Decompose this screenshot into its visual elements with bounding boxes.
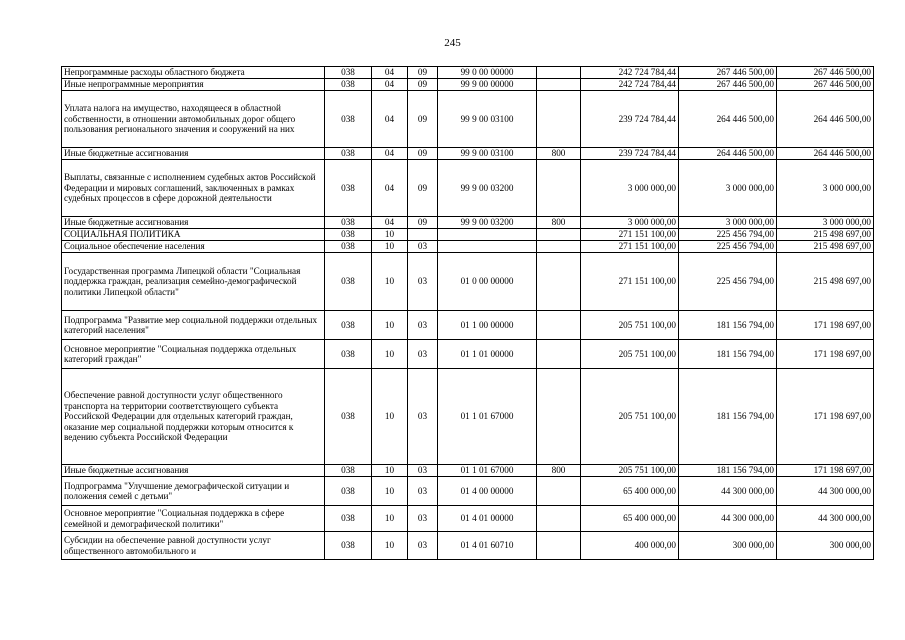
cell-subsection: 09: [408, 67, 438, 79]
cell-ministry-code: 038: [325, 532, 372, 560]
cell-name: Уплата налога на имущество, находящееся в областной собственности, в отношении автомобильных дорог общего пользования регионального значения и сооружений на них: [62, 91, 325, 148]
cell-sum-year-1: 3 000 000,00: [581, 217, 679, 229]
cell-name: Обеспечение равной доступности услуг общественного транспорта на территории соответствующего субъекта Российской Федерации для отдельных категорий граждан, оказание мер социальной поддержки которым относится к ведению субъекта Российской Федерации: [62, 369, 325, 465]
cell-sum-year-2: 300 000,00: [679, 532, 777, 560]
cell-expense-type: [537, 229, 581, 241]
cell-ministry-code: 038: [325, 340, 372, 369]
cell-sum-year-3: 3 000 000,00: [777, 160, 874, 217]
cell-subsection: 03: [408, 253, 438, 311]
cell-subsection: 03: [408, 477, 438, 506]
cell-expense-type: [537, 477, 581, 506]
cell-target-article: 99 9 00 03200: [438, 217, 537, 229]
cell-subsection: [408, 229, 438, 241]
cell-sum-year-1: 271 151 100,00: [581, 229, 679, 241]
cell-section: 04: [372, 148, 408, 160]
cell-name: Иные бюджетные ассигнования: [62, 465, 325, 477]
budget-table: [61, 66, 874, 560]
cell-section: 04: [372, 217, 408, 229]
cell-section: 10: [372, 506, 408, 532]
cell-section: 04: [372, 91, 408, 148]
cell-sum-year-1: 65 400 000,00: [581, 506, 679, 532]
budget-table-body: [62, 67, 874, 560]
cell-sum-year-2: 225 456 794,00: [679, 253, 777, 311]
cell-sum-year-3: 171 198 697,00: [777, 369, 874, 465]
cell-section: 10: [372, 477, 408, 506]
cell-name: Основное мероприятие "Социальная поддержка отдельных категорий граждан": [62, 340, 325, 369]
cell-ministry-code: 038: [325, 465, 372, 477]
cell-section: 10: [372, 369, 408, 465]
cell-target-article: 01 0 00 00000: [438, 253, 537, 311]
cell-expense-type: [537, 506, 581, 532]
table-row: [62, 241, 874, 253]
cell-sum-year-1: 205 751 100,00: [581, 340, 679, 369]
cell-expense-type: [537, 369, 581, 465]
cell-sum-year-1: 205 751 100,00: [581, 369, 679, 465]
cell-ministry-code: 038: [325, 217, 372, 229]
cell-sum-year-1: 239 724 784,44: [581, 91, 679, 148]
cell-sum-year-3: 44 300 000,00: [777, 506, 874, 532]
cell-sum-year-3: 171 198 697,00: [777, 340, 874, 369]
cell-sum-year-1: 3 000 000,00: [581, 160, 679, 217]
table-row: [62, 217, 874, 229]
cell-sum-year-1: 271 151 100,00: [581, 253, 679, 311]
cell-sum-year-1: 239 724 784,44: [581, 148, 679, 160]
cell-sum-year-2: 267 446 500,00: [679, 67, 777, 79]
cell-subsection: 09: [408, 148, 438, 160]
cell-target-article: 01 1 01 00000: [438, 340, 537, 369]
cell-target-article: 99 0 00 00000: [438, 67, 537, 79]
table-row: [62, 91, 874, 148]
cell-expense-type: 800: [537, 217, 581, 229]
cell-name: Иные непрограммные мероприятия: [62, 79, 325, 91]
cell-sum-year-2: 3 000 000,00: [679, 160, 777, 217]
cell-sum-year-3: 264 446 500,00: [777, 148, 874, 160]
cell-subsection: 03: [408, 369, 438, 465]
cell-sum-year-2: 44 300 000,00: [679, 506, 777, 532]
cell-name: СОЦИАЛЬНАЯ ПОЛИТИКА: [62, 229, 325, 241]
cell-subsection: 03: [408, 340, 438, 369]
cell-target-article: [438, 229, 537, 241]
cell-section: 04: [372, 79, 408, 91]
table-row: [62, 229, 874, 241]
cell-sum-year-2: 225 456 794,00: [679, 229, 777, 241]
cell-sum-year-1: 271 151 100,00: [581, 241, 679, 253]
cell-expense-type: [537, 340, 581, 369]
cell-target-article: 99 9 00 03100: [438, 91, 537, 148]
table-row: [62, 506, 874, 532]
table-row: [62, 79, 874, 91]
table-row: [62, 253, 874, 311]
cell-target-article: 01 1 01 67000: [438, 369, 537, 465]
cell-name: Выплаты, связанные с исполнением судебных актов Российской Федерации и мировых соглашений, заключенных в рамках судебных процессов в сфере дорожной деятельности: [62, 160, 325, 217]
table-row: [62, 67, 874, 79]
cell-subsection: 09: [408, 79, 438, 91]
cell-name: Социальное обеспечение населения: [62, 241, 325, 253]
cell-ministry-code: 038: [325, 477, 372, 506]
cell-name: Государственная программа Липецкой области "Социальная поддержка граждан, реализация семейно-демографической политики Липецкой области": [62, 253, 325, 311]
cell-ministry-code: 038: [325, 229, 372, 241]
cell-expense-type: [537, 160, 581, 217]
cell-section: 04: [372, 67, 408, 79]
table-row: [62, 311, 874, 340]
cell-sum-year-3: 215 498 697,00: [777, 253, 874, 311]
cell-sum-year-3: 215 498 697,00: [777, 241, 874, 253]
cell-section: 10: [372, 532, 408, 560]
cell-sum-year-1: 65 400 000,00: [581, 477, 679, 506]
cell-target-article: 99 9 00 00000: [438, 79, 537, 91]
cell-sum-year-3: 264 446 500,00: [777, 91, 874, 148]
cell-sum-year-2: 3 000 000,00: [679, 217, 777, 229]
cell-sum-year-1: 400 000,00: [581, 532, 679, 560]
cell-section: 04: [372, 160, 408, 217]
cell-sum-year-3: 171 198 697,00: [777, 311, 874, 340]
cell-name: Иные бюджетные ассигнования: [62, 148, 325, 160]
cell-target-article: 01 1 01 67000: [438, 465, 537, 477]
cell-sum-year-2: 181 156 794,00: [679, 465, 777, 477]
cell-ministry-code: 038: [325, 79, 372, 91]
cell-section: 10: [372, 465, 408, 477]
cell-subsection: 03: [408, 506, 438, 532]
cell-ministry-code: 038: [325, 253, 372, 311]
cell-section: 10: [372, 253, 408, 311]
cell-subsection: 03: [408, 311, 438, 340]
table-row: [62, 465, 874, 477]
cell-sum-year-3: 267 446 500,00: [777, 79, 874, 91]
cell-expense-type: [537, 532, 581, 560]
cell-subsection: 09: [408, 91, 438, 148]
table-row: [62, 340, 874, 369]
cell-sum-year-1: 205 751 100,00: [581, 311, 679, 340]
cell-subsection: 09: [408, 160, 438, 217]
cell-sum-year-1: 242 724 784,44: [581, 67, 679, 79]
cell-expense-type: [537, 311, 581, 340]
cell-expense-type: [537, 253, 581, 311]
cell-ministry-code: 038: [325, 311, 372, 340]
table-row: [62, 477, 874, 506]
cell-sum-year-3: 44 300 000,00: [777, 477, 874, 506]
cell-expense-type: 800: [537, 148, 581, 160]
cell-name: Субсидии на обеспечение равной доступности услуг общественного автомобильного и: [62, 532, 325, 560]
cell-target-article: 01 1 00 00000: [438, 311, 537, 340]
cell-ministry-code: 038: [325, 67, 372, 79]
table-row: [62, 160, 874, 217]
cell-sum-year-2: 181 156 794,00: [679, 311, 777, 340]
cell-expense-type: [537, 241, 581, 253]
cell-sum-year-2: 267 446 500,00: [679, 79, 777, 91]
table-row: [62, 532, 874, 560]
cell-section: 10: [372, 340, 408, 369]
cell-sum-year-1: 205 751 100,00: [581, 465, 679, 477]
cell-sum-year-2: 264 446 500,00: [679, 148, 777, 160]
cell-target-article: 01 4 01 60710: [438, 532, 537, 560]
cell-name: Подпрограмма "Улучшение демографической ситуации и положения семей с детьми": [62, 477, 325, 506]
cell-sum-year-3: 171 198 697,00: [777, 465, 874, 477]
cell-target-article: 01 4 01 00000: [438, 506, 537, 532]
cell-target-article: 99 9 00 03200: [438, 160, 537, 217]
cell-sum-year-3: 3 000 000,00: [777, 217, 874, 229]
cell-sum-year-2: 225 456 794,00: [679, 241, 777, 253]
cell-name: Основное мероприятие "Социальная поддержка в сфере семейной и демографической политики": [62, 506, 325, 532]
cell-name: Подпрограмма "Развитие мер социальной поддержки отдельных категорий населения": [62, 311, 325, 340]
cell-ministry-code: 038: [325, 160, 372, 217]
cell-subsection: 03: [408, 532, 438, 560]
table-row: [62, 148, 874, 160]
cell-ministry-code: 038: [325, 369, 372, 465]
cell-section: 10: [372, 229, 408, 241]
page-number: 245: [444, 37, 461, 49]
cell-name: Иные бюджетные ассигнования: [62, 217, 325, 229]
cell-ministry-code: 038: [325, 506, 372, 532]
cell-section: 10: [372, 311, 408, 340]
cell-target-article: 01 4 00 00000: [438, 477, 537, 506]
table-row: [62, 369, 874, 465]
cell-sum-year-3: 267 446 500,00: [777, 67, 874, 79]
cell-expense-type: [537, 79, 581, 91]
cell-sum-year-2: 181 156 794,00: [679, 369, 777, 465]
cell-sum-year-3: 300 000,00: [777, 532, 874, 560]
cell-name: Непрограммные расходы областного бюджета: [62, 67, 325, 79]
cell-target-article: 99 9 00 03100: [438, 148, 537, 160]
cell-sum-year-2: 44 300 000,00: [679, 477, 777, 506]
cell-subsection: 03: [408, 465, 438, 477]
cell-ministry-code: 038: [325, 241, 372, 253]
cell-expense-type: [537, 91, 581, 148]
cell-subsection: 09: [408, 217, 438, 229]
cell-sum-year-2: 264 446 500,00: [679, 91, 777, 148]
cell-section: 10: [372, 241, 408, 253]
cell-expense-type: 800: [537, 465, 581, 477]
cell-sum-year-2: 181 156 794,00: [679, 340, 777, 369]
cell-ministry-code: 038: [325, 91, 372, 148]
cell-target-article: [438, 241, 537, 253]
cell-expense-type: [537, 67, 581, 79]
cell-ministry-code: 038: [325, 148, 372, 160]
cell-sum-year-3: 215 498 697,00: [777, 229, 874, 241]
cell-sum-year-1: 242 724 784,44: [581, 79, 679, 91]
cell-subsection: 03: [408, 241, 438, 253]
